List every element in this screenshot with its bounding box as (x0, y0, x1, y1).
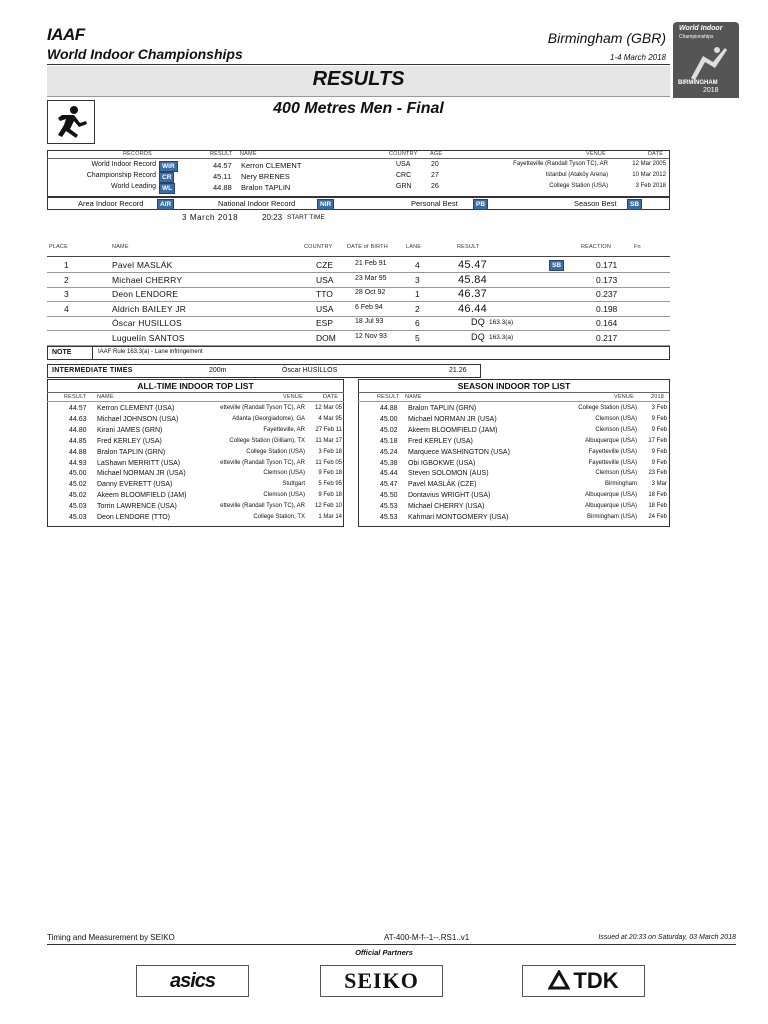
result-lane: 4 (415, 260, 420, 270)
season-result: 45.24 (380, 448, 398, 456)
tdk-logo-text: TDK (573, 968, 619, 993)
season-date: 3 Mar (651, 481, 667, 488)
record-result: 45.11 (213, 172, 232, 181)
alltime-result: 45.03 (69, 503, 87, 511)
result-place: 2 (64, 274, 69, 285)
season-name: Steven SOLOMON (AUS) (408, 470, 489, 478)
legend-label: Area Indoor Record (78, 199, 144, 208)
season-result: 45.47 (380, 481, 398, 489)
result-country: ESP (316, 318, 334, 328)
season-title-rule (358, 392, 670, 393)
record-label: Championship Record (86, 172, 156, 179)
season-venue: Albuquerque (USA) (584, 437, 637, 444)
season-result: 45.50 (380, 492, 398, 500)
alltime-result: 45.00 (69, 470, 87, 478)
season-venue: College Station (USA) (578, 405, 637, 411)
start-time: 20:23 (262, 213, 283, 222)
alltime-name: Kerron CLEMENT (USA) (97, 405, 175, 412)
result-dob: 21 Feb 91 (355, 260, 387, 267)
results-header-reaction: REACTION (581, 244, 612, 250)
result-dob: 28 Oct 92 (355, 289, 386, 296)
record-name: Kerron CLEMENT (241, 161, 302, 170)
season-result: 45.44 (380, 470, 398, 478)
result-country: CZE (316, 260, 333, 270)
season-date: 3 Feb (651, 405, 667, 411)
alltime-venue: etteville (Randall Tyson TC), AR (220, 459, 305, 466)
record-badge: CR (159, 172, 174, 183)
alltime-name: Danny EVERETT (USA) (97, 481, 173, 489)
season-date: 24 Feb (648, 514, 667, 520)
season-name: Fred KERLEY (USA) (408, 437, 473, 445)
legend-badge: SB (627, 199, 642, 210)
season-header-rule (358, 401, 670, 402)
record-badge: WL (159, 183, 175, 194)
footer-issued: Issued at 20:33 on Saturday, 03 March 2018 (598, 934, 736, 941)
season-venue: Albuquerque (USA) (584, 492, 637, 499)
legend-label: National Indoor Record (218, 199, 296, 208)
alltime-name: Bralon TAPLIN (GRN) (97, 448, 166, 456)
results-header-place: PLACE (49, 244, 69, 250)
alltime-date: 1 Mar 14 (318, 514, 342, 520)
alltime-result: 44.85 (69, 437, 87, 445)
alltime-venue: College Station (USA) (246, 448, 305, 455)
result-time: 45.84 (458, 273, 488, 286)
season-venue: Fayetteville (USA) (588, 448, 637, 455)
results-header-lane: LANE (406, 244, 422, 250)
season-name: Michael CHERRY (USA) (408, 503, 485, 511)
result-lane: 1 (415, 289, 420, 299)
alltime-date: 11 Feb 05 (315, 459, 342, 466)
season-header-venue: VENUE (614, 394, 634, 400)
season-date: 17 Feb (648, 437, 667, 444)
records-header-records: RECORDS (123, 151, 152, 157)
season-name: Michael NORMAN JR (USA) (408, 415, 497, 423)
result-time: DQ (471, 317, 486, 327)
result-place: 3 (64, 289, 69, 299)
result-country: USA (316, 303, 334, 314)
championship-dates: 1-4 March 2018 (609, 53, 666, 62)
record-age: 20 (431, 161, 439, 168)
result-time: 46.37 (458, 288, 488, 300)
season-result: 45.53 (380, 503, 398, 511)
alltime-date: 5 Feb 95 (318, 481, 342, 488)
alltime-name: Akeem BLOOMFIELD (JAM) (97, 492, 187, 500)
record-label: World Leading (110, 183, 156, 190)
season-venue: Clemson (USA) (595, 415, 637, 422)
intermediate-label: INTERMEDIATE TIMES (52, 367, 133, 374)
record-result: 44.88 (213, 183, 232, 192)
alltime-name: Michael JOHNSON (USA) (97, 415, 179, 423)
season-date: 9 Feb (651, 459, 667, 466)
records-header-date: DATE (648, 151, 664, 157)
runner-icon (48, 101, 94, 143)
logo-city: BIRMINGHAM (678, 80, 718, 86)
alltime-name: Michael NORMAN JR (USA) (97, 470, 186, 478)
note-divider (92, 346, 93, 360)
season-name: Dontavius WRIGHT (USA) (408, 492, 491, 500)
result-lane: 5 (415, 332, 420, 343)
result-name: Pavel MASLÁK (112, 260, 173, 270)
records-header-result: RESULT (210, 151, 233, 157)
results-header-rule (47, 256, 670, 257)
result-reaction: 0.237 (596, 289, 618, 299)
season-venue: Clemson (USA) (595, 426, 637, 433)
result-country: USA (316, 274, 334, 285)
record-venue: College Station (USA) (549, 183, 608, 189)
result-dob: 12 Nov 93 (355, 332, 387, 340)
alltime-venue: Clemson (USA) (263, 492, 305, 499)
alltime-date: 27 Feb 11 (315, 426, 342, 433)
logo-title: World Indoor (679, 25, 723, 32)
season-venue: Birmingham (USA) (586, 514, 637, 520)
record-date: 3 Feb 2018 (635, 183, 666, 189)
season-header-year: 2018 (651, 394, 665, 400)
asics-logo (136, 965, 249, 997)
footer-partners: Official Partners (355, 948, 413, 957)
season-date: 23 Feb (648, 470, 667, 477)
results-header-country: COUNTRY (304, 244, 333, 250)
alltime-result: 44.93 (69, 459, 87, 467)
result-dob: 18 Jul 93 (355, 318, 384, 325)
legend-badge: NIR (317, 199, 334, 210)
records-header-venue: VENUE (586, 151, 606, 157)
intermediate-time: 21.26 (449, 367, 467, 374)
season-name: Obi IGBOKWE (USA) (408, 459, 476, 467)
note-text: IAAF Rule 163.3(a) - Lane infringement (98, 349, 203, 355)
alltime-venue: Clemson (USA) (263, 470, 305, 477)
record-country: GRN (396, 183, 412, 190)
result-name: Deon LENDORE (112, 289, 179, 299)
season-venue: Fayetteville (USA) (588, 459, 637, 466)
alltime-header-rule (47, 401, 344, 402)
record-date: 12 Mar 2005 (632, 161, 666, 167)
season-date: 18 Feb (648, 492, 667, 499)
legend-badge: PB (473, 199, 488, 210)
season-name: Akeem BLOOMFIELD (JAM) (408, 426, 498, 434)
record-venue: Istanbul (Ataköy Arena) (545, 172, 608, 178)
start-date: 3 March 2018 (182, 213, 239, 222)
alltime-result: 45.02 (69, 481, 87, 489)
athlete-silhouette-icon (681, 42, 731, 82)
season-name: Bralon TAPLIN (GRN) (408, 405, 477, 412)
result-rule-note: 163.3(a) (489, 333, 514, 341)
results-header-dob: DATE of BIRTH (347, 244, 388, 250)
season-date: 9 Feb (651, 426, 667, 433)
seiko-logo-text: SEIKO (344, 968, 419, 993)
alltime-name: Kirani JAMES (GRN) (97, 426, 163, 434)
record-country: USA (396, 161, 411, 168)
season-date: 9 Feb (651, 448, 667, 455)
season-result: 45.00 (380, 415, 398, 423)
result-time: 46.44 (458, 302, 488, 315)
alltime-name: Deon LENDORE (TTO) (97, 514, 170, 521)
alltime-venue: etteville (Randall Tyson TC), AR (220, 503, 305, 510)
result-dob: 23 Mar 95 (355, 274, 387, 282)
event-title: 400 Metres Men - Final (273, 100, 444, 117)
alltime-title-rule (47, 392, 344, 393)
note-label: NOTE (52, 349, 72, 356)
alltime-name: LaShawn MERRITT (USA) (97, 459, 181, 467)
alltime-result: 45.03 (69, 514, 87, 521)
alltime-header-name: NAME (97, 394, 114, 400)
alltime-title: ALL-TIME INDOOR TOP LIST (137, 381, 254, 391)
alltime-venue: Stuttgart (282, 481, 305, 488)
result-place: 1 (64, 260, 69, 270)
result-rule-note: 163.3(a) (489, 319, 514, 326)
alltime-venue: Atlanta (Georgiadome), GA (232, 415, 305, 422)
records-header-name: NAME (240, 151, 257, 157)
result-reaction: 0.198 (596, 303, 618, 314)
season-name: Pavel MASLÁK (CZE) (408, 481, 477, 489)
season-result: 45.18 (380, 437, 398, 445)
result-lane: 3 (415, 274, 420, 285)
alltime-name: Fred KERLEY (USA) (97, 437, 162, 445)
logo-year: 2018 (703, 87, 719, 94)
legend-label: Season Best (574, 199, 617, 208)
alltime-venue: etteville (Randall Tyson TC), AR (220, 405, 305, 411)
footer-timing: Timing and Measurement by SEIKO (47, 933, 175, 942)
result-lane: 2 (415, 303, 420, 314)
footer-code: AT-400-M-f--1--.RS1..v1 (384, 933, 470, 942)
championship-name: World Indoor Championships (47, 46, 243, 62)
season-result: 45.53 (380, 514, 398, 521)
season-name: Marquece WASHINGTON (USA) (408, 448, 510, 456)
result-name: Aldrich BAILEY JR (112, 303, 187, 314)
alltime-date: 9 Feb 18 (318, 470, 342, 477)
records-header-rule (47, 158, 670, 159)
tdk-logo (522, 965, 645, 997)
results-header-result: RESULT (457, 244, 480, 250)
record-result: 44.57 (213, 161, 232, 170)
result-lane: 6 (415, 318, 420, 328)
season-header-name: NAME (405, 394, 422, 400)
seiko-logo (320, 965, 443, 997)
footer-rule (47, 944, 736, 945)
alltime-venue: Fayetteville, AR (263, 426, 305, 433)
result-country: DOM (316, 332, 336, 343)
season-venue: Albuquerque (USA) (584, 503, 637, 510)
result-name: Óscar HUSILLOS (112, 318, 182, 328)
record-age: 26 (431, 183, 439, 190)
alltime-date: 12 Feb 10 (314, 503, 342, 510)
alltime-date: 9 Feb 18 (318, 492, 342, 499)
intermediate-distance: 200m (209, 367, 227, 374)
result-reaction: 0.173 (596, 274, 618, 285)
record-venue: Fayetteville (Randall Tyson TC), AR (513, 161, 608, 167)
alltime-result: 44.57 (69, 405, 87, 412)
asics-logo-text: asics (169, 969, 216, 992)
season-result: 45.38 (380, 459, 398, 467)
result-reaction: 0.217 (596, 332, 618, 343)
season-date: 9 Feb (651, 415, 667, 422)
legend-label: Personal Best (411, 199, 458, 208)
record-country: CRC (396, 172, 412, 179)
record-label: World Indoor Record (91, 161, 156, 168)
result-reaction: 0.171 (596, 260, 618, 270)
tdk-mark-icon (548, 970, 570, 992)
legend-badge: AIR (157, 199, 174, 210)
result-reaction: 0.164 (596, 318, 618, 328)
record-age: 27 (431, 172, 439, 179)
alltime-header-result: RESULT (64, 394, 87, 400)
record-name: Nery BRENES (241, 172, 290, 181)
alltime-date: 4 Mar 95 (318, 415, 342, 422)
record-name: Bralon TAPLIN (241, 183, 291, 192)
season-date: 18 Feb (648, 503, 667, 510)
alltime-header-venue: VENUE (283, 394, 303, 400)
record-badge: WIR (159, 161, 178, 172)
result-time: 45.47 (458, 259, 488, 271)
results-header-fn: Fn (634, 244, 641, 250)
result-name: Michael CHERRY (112, 274, 183, 285)
season-venue: Birmingham (604, 481, 637, 488)
result-place: 4 (64, 303, 69, 314)
alltime-name: Torrin LAWRENCE (USA) (97, 503, 177, 511)
season-title: SEASON INDOOR TOP LIST (457, 381, 571, 391)
result-badge: SB (549, 260, 564, 271)
season-name: Kahmari MONTGOMERY (USA) (408, 514, 509, 521)
alltime-header-date: DATE (323, 394, 339, 400)
alltime-venue: College Station, TX (253, 514, 305, 520)
alltime-date: 3 Feb 18 (318, 448, 342, 455)
logo-subtitle: Championships (679, 34, 714, 40)
result-time: DQ (471, 331, 486, 342)
host-city: Birmingham (GBR) (547, 30, 666, 46)
result-name: Luguelín SANTOS (112, 332, 185, 343)
alltime-result: 45.02 (69, 492, 87, 500)
birmingham-2018-logo (673, 22, 739, 98)
alltime-venue: College Station (Gilliam), TX (229, 437, 305, 444)
iaaf-logo-text: IAAF (47, 25, 85, 44)
start-time-label: START TIME (287, 214, 325, 221)
results-title: RESULTS (312, 68, 405, 90)
alltime-result: 44.63 (69, 415, 87, 423)
results-header-name: NAME (112, 244, 129, 250)
season-result: 44.88 (380, 405, 398, 412)
result-dob: 6 Feb 94 (355, 303, 383, 311)
header-rule (47, 64, 670, 65)
alltime-date: 11 Mar 17 (315, 437, 342, 444)
records-header-country: COUNTRY (389, 151, 418, 157)
record-date: 10 Mar 2012 (632, 172, 666, 178)
event-pictogram (47, 100, 95, 144)
season-venue: Clemson (USA) (595, 470, 637, 477)
alltime-result: 44.88 (69, 448, 87, 456)
intermediate-name: Óscar HUSILLOS (282, 367, 338, 374)
season-header-result: RESULT (377, 394, 400, 400)
result-country: TTO (316, 289, 333, 299)
records-header-age: AGE (430, 151, 443, 157)
alltime-result: 44.80 (69, 426, 87, 434)
season-result: 45.02 (380, 426, 398, 434)
alltime-date: 12 Mar 05 (314, 405, 342, 411)
